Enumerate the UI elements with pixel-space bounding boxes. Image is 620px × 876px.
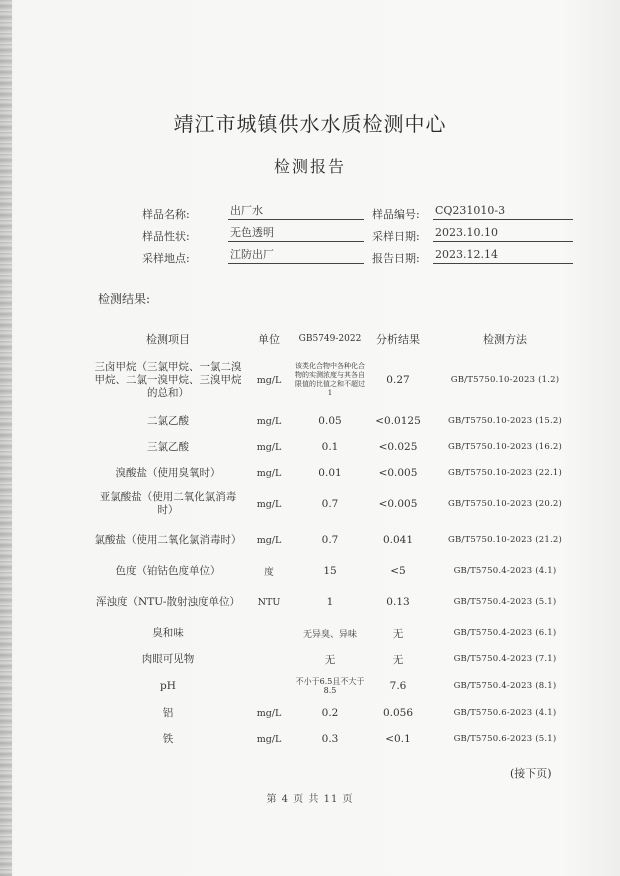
results-label: 检测结果: xyxy=(98,292,151,306)
row-standard: 0.7 xyxy=(321,498,339,510)
row-item: 浑浊度（NTU-散射浊度单位） xyxy=(96,595,240,608)
row-method: GB/T5750.10-2023 (1.2) xyxy=(450,375,560,385)
row-standard: 该类化合物中各种化合物的实测浓度与其各自限值的比值之和不超过1 xyxy=(295,362,365,397)
row-result: 7.6 xyxy=(389,680,407,692)
header-standard: GB5749-2022 xyxy=(298,334,362,344)
sample-property-value: 无色透明 xyxy=(228,226,364,242)
row-method: GB/T5750.10-2023 (15.2) xyxy=(447,416,563,426)
row-result: 0.27 xyxy=(386,374,410,386)
report-title: 检测报告 xyxy=(273,157,346,176)
row-result: <5 xyxy=(390,565,406,577)
row-method: GB/T5750.10-2023 (16.2) xyxy=(447,442,563,452)
row-unit: 度 xyxy=(264,567,274,578)
row-item: 铁 xyxy=(162,732,174,745)
row-unit xyxy=(244,620,294,646)
table-row xyxy=(92,726,580,752)
table-row xyxy=(92,646,580,672)
sampling-date-label: 采样日期: xyxy=(372,230,420,243)
row-method: GB/T5750.10-2023 (21.2) xyxy=(447,535,563,545)
row-result: 0.041 xyxy=(382,534,414,546)
row-item: 肉眼可见物 xyxy=(141,652,195,665)
row-unit: mg/L xyxy=(256,415,282,427)
row-result: 无 xyxy=(392,627,404,640)
results-table xyxy=(92,326,580,752)
table-row xyxy=(92,558,580,584)
row-unit: mg/L xyxy=(256,467,282,479)
row-standard: 0.7 xyxy=(321,534,339,546)
header-result: 分析结果 xyxy=(376,333,420,346)
row-item: 色度（铂钴色度单位） xyxy=(115,564,221,577)
row-item: 三氯乙酸 xyxy=(147,440,189,453)
row-result: <0.1 xyxy=(385,733,411,745)
row-item: 亚氯酸盐（使用二氧化氯消毒时） xyxy=(99,491,237,516)
row-standard: 不小于6.5且不大于8.5 xyxy=(295,677,365,695)
row-item: 三卤甲烷（三氯甲烷、一氯二溴甲烷、二氯一溴甲烷、三溴甲烷的总和） xyxy=(94,360,242,399)
header-item: 检测项目 xyxy=(146,333,190,346)
row-item: 氯酸盐（使用二氧化氯消毒时） xyxy=(94,533,242,546)
continue-note: (接下页) xyxy=(510,767,552,780)
table-row xyxy=(92,700,580,726)
row-result: 无 xyxy=(392,653,404,666)
row-result: 0.13 xyxy=(386,596,410,608)
row-unit: mg/L xyxy=(256,441,282,453)
row-item: pH xyxy=(160,679,176,692)
row-standard: 15 xyxy=(323,565,337,577)
row-unit: mg/L xyxy=(256,707,282,719)
header-method: 检测方法 xyxy=(483,333,527,346)
table-row xyxy=(92,522,580,558)
row-result: <0.005 xyxy=(378,498,418,510)
row-method: GB/T5750.4-2023 (5.1) xyxy=(453,597,557,607)
row-unit: mg/L xyxy=(256,498,282,510)
sample-name-label: 样品名称: xyxy=(142,208,190,221)
row-result: 0.056 xyxy=(382,707,414,719)
org-title: 靖江市城镇供水水质检测中心 xyxy=(173,112,447,136)
row-unit: mg/L xyxy=(256,374,282,386)
row-unit: NTU xyxy=(257,596,281,608)
row-unit: mg/L xyxy=(256,733,282,745)
row-item: 铝 xyxy=(162,706,174,719)
row-method: GB/T5750.4-2023 (6.1) xyxy=(453,628,557,638)
report-date-value: 2023.12.14 xyxy=(433,248,573,264)
row-standard: 0.3 xyxy=(321,733,339,745)
row-method: GB/T5750.10-2023 (22.1) xyxy=(447,468,563,478)
row-item: 臭和味 xyxy=(152,626,184,639)
row-unit xyxy=(244,672,294,700)
row-unit xyxy=(244,646,294,672)
row-method: GB/T5750.6-2023 (5.1) xyxy=(453,734,557,744)
row-method: GB/T5750.4-2023 (8.1) xyxy=(453,681,557,691)
table-row xyxy=(92,352,580,408)
table-row xyxy=(92,584,580,620)
sample-property-label: 样品性状: xyxy=(142,230,190,243)
table-row xyxy=(92,486,580,522)
table-row xyxy=(92,408,580,434)
row-standard: 无异臭、异味 xyxy=(302,629,357,640)
header-unit: 单位 xyxy=(258,333,280,346)
report-date-label: 报告日期: xyxy=(372,252,420,265)
row-standard: 无 xyxy=(324,653,336,666)
row-unit: mg/L xyxy=(256,534,282,546)
page-footer: 第 4 页 共 11 页 xyxy=(266,794,354,805)
sampling-date-value: 2023.10.10 xyxy=(433,226,573,242)
table-row xyxy=(92,434,580,460)
row-result: <0.005 xyxy=(378,467,418,479)
table-row xyxy=(92,460,580,486)
sample-no-value: CQ231010-3 xyxy=(433,204,573,220)
table-header-row xyxy=(92,326,580,352)
row-item: 二氯乙酸 xyxy=(147,414,189,427)
sampling-site-label: 采样地点: xyxy=(142,252,190,265)
table-row xyxy=(92,620,580,646)
row-method: GB/T5750.10-2023 (20.2) xyxy=(447,499,563,509)
row-method: GB/T5750.4-2023 (4.1) xyxy=(453,566,557,576)
row-standard: 0.1 xyxy=(321,441,339,453)
row-method: GB/T5750.4-2023 (7.1) xyxy=(453,654,557,664)
row-result: <0.025 xyxy=(378,441,418,453)
row-standard: 0.01 xyxy=(318,467,342,479)
row-standard: 0.05 xyxy=(318,415,342,427)
sampling-site-value: 江防出厂 xyxy=(228,248,364,264)
sample-name-value: 出厂水 xyxy=(228,204,364,220)
row-result: <0.0125 xyxy=(375,415,421,427)
table-row xyxy=(92,672,580,700)
row-item: 溴酸盐（使用臭氧时） xyxy=(115,466,221,479)
row-standard: 0.2 xyxy=(321,707,339,719)
sample-no-label: 样品编号: xyxy=(372,208,420,221)
row-standard: 1 xyxy=(326,596,334,608)
row-method: GB/T5750.6-2023 (4.1) xyxy=(453,708,557,718)
